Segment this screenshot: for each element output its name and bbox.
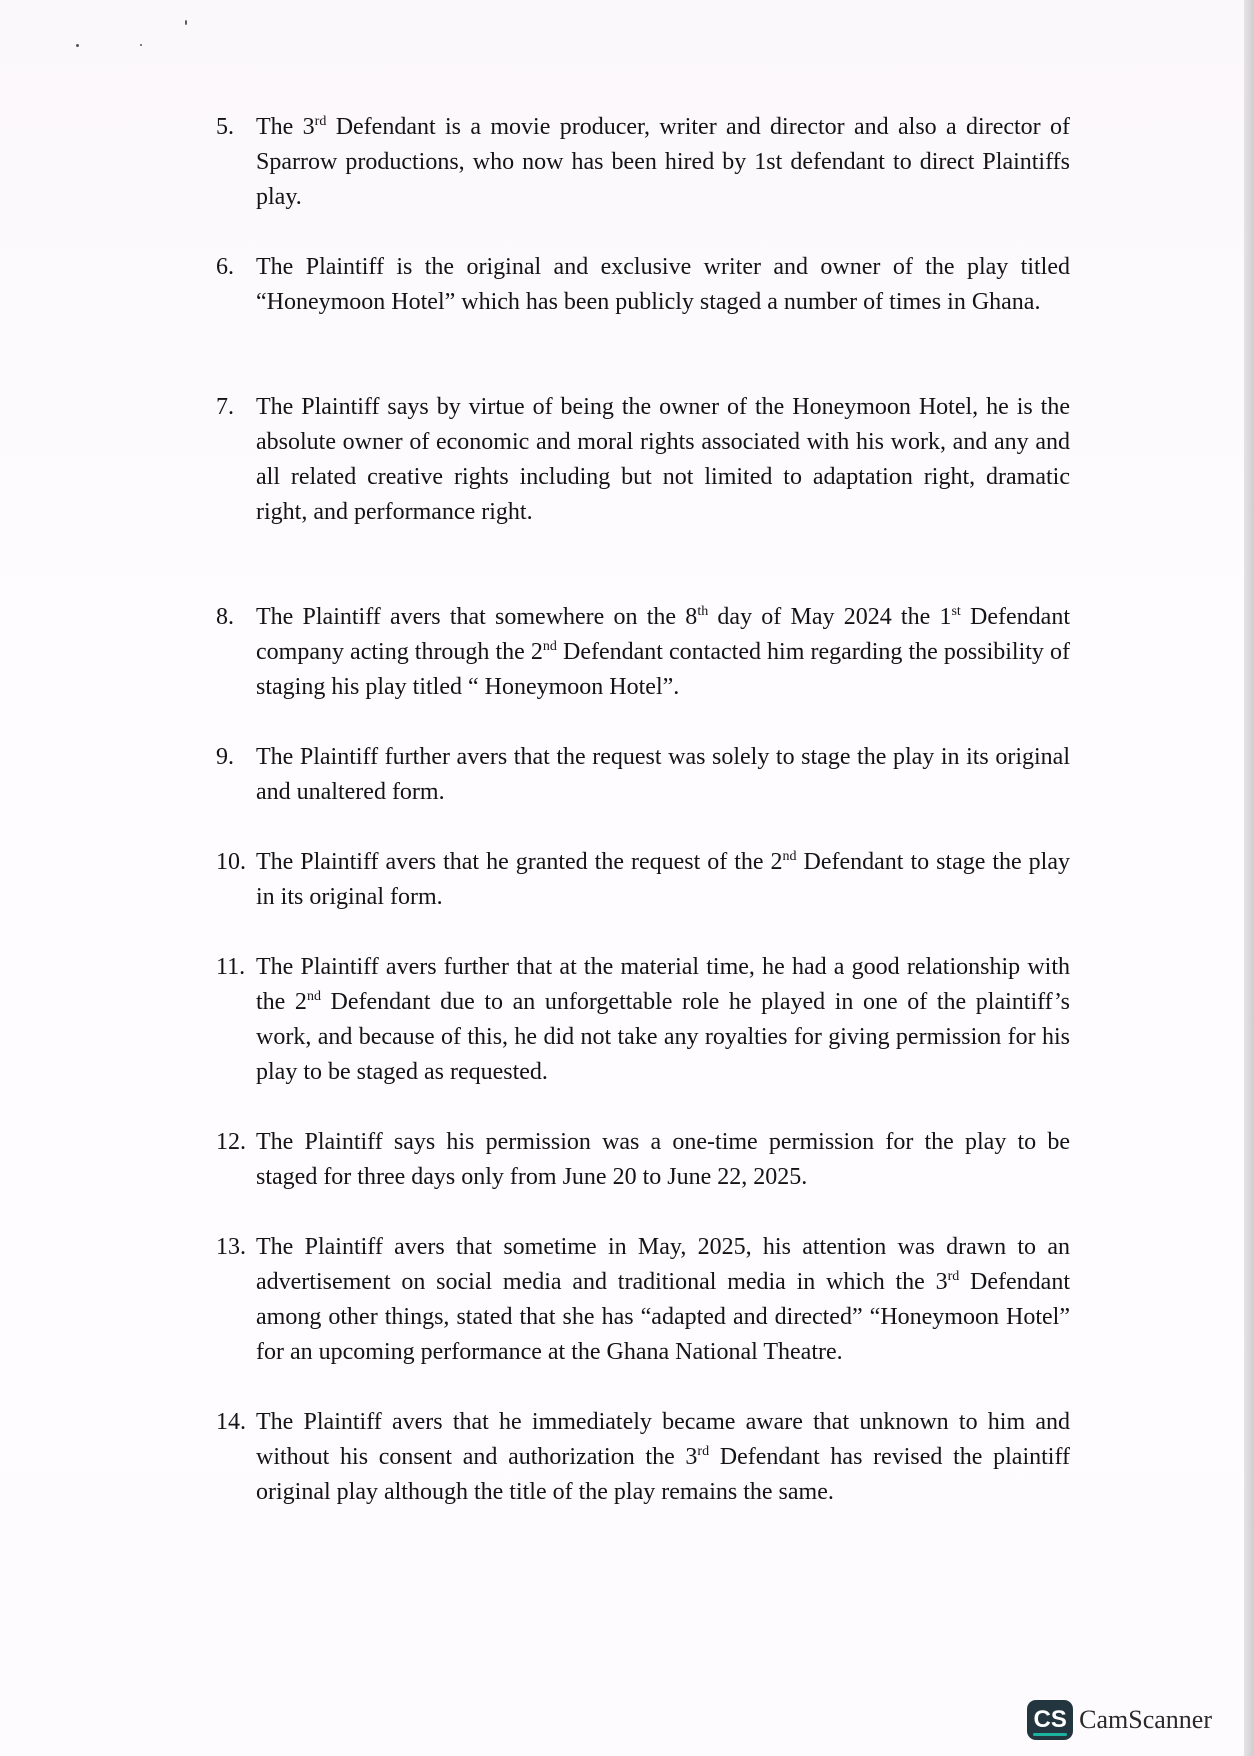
paragraph-12 [216,1125,1070,1195]
paragraph-text: The 3rd Defendant is a movie producer, writer and director and also a director of Sparrow productions, who now has been hired by 1st defendant to direct Plaintiffs play. [256,114,1071,210]
paragraph-10 [216,845,1070,915]
paragraph-number: 12. [216,1129,246,1155]
camscanner-logo-icon [1027,1700,1073,1740]
paragraph-number: 7. [216,394,234,420]
paragraph-text: The Plaintiff avers further that at the material time, he had a good relationship with the 2nd Defendant due to an unforgettable role he played in one of the plaintiff’s work, and because of this, he did not take any royalties for giving permission for his play to be staged as requested. [256,954,1070,1085]
paragraph-text: The Plaintiff avers that sometime in May, 2025, his attention was drawn to an advertisement on social media and traditional media in which the 3rd Defendant among other things, stated that she has “adapted and directed” “Honeymoon Hotel” for an upcoming performance at the Ghana National Theatre. [256,1234,1070,1365]
paragraph-6 [216,250,1070,320]
paragraph-14 [216,1405,1070,1510]
paragraph-text: The Plaintiff avers that somewhere on the 8th day of May 2024 the 1st Defendant company acting through the 2nd Defendant contacted him regarding the possibility of staging his play titled “ Honeymoon Hotel”. [256,604,1070,700]
paragraph-number: 14. [216,1409,246,1435]
paragraph-number: 13. [216,1234,246,1260]
scan-speck [76,44,79,47]
paragraph-number: 6. [216,254,234,280]
paragraph-7 [216,390,1070,530]
paragraph-number: 11. [216,954,246,980]
paragraph-13 [216,1230,1070,1370]
paragraph-text: The Plaintiff says by virtue of being the owner of the Honeymoon Hotel, he is the absolute owner of economic and moral rights associated with his work, and any and all related creative rights including but not limited to adaptation right, dramatic right, and performance right. [256,394,1070,525]
paragraph-text: The Plaintiff is the original and exclusive writer and owner of the play titled “Honeymoon Hotel” which has been publicly staged a number of times in Ghana. [256,254,1070,315]
paragraph-11 [216,950,1070,1090]
paragraph-5 [216,110,1070,215]
paragraph-text: The Plaintiff avers that he granted the request of the 2nd Defendant to stage the play in its original form. [256,849,1071,910]
scan-speck [185,20,187,25]
paragraph-number: 5. [216,114,234,140]
paragraph-9 [216,740,1070,810]
camscanner-brand-text: CamScanner [1079,1705,1212,1734]
paragraph-text: The Plaintiff says his permission was a one-time permission for the play to be staged for three days only from June 20 to June 22, 2025. [256,1129,1070,1190]
camscanner-watermark [1027,1700,1212,1740]
paragraph-number: 10. [216,849,246,875]
paragraph-text: The Plaintiff further avers that the request was solely to stage the play in its original and unaltered form. [256,744,1070,805]
paragraph-8 [216,600,1070,705]
camscanner-logo-label: CS [1033,1706,1067,1733]
page-edge-shadow [1244,0,1254,1756]
scan-speck [140,44,142,46]
paragraph-text: The Plaintiff avers that he immediately became aware that unknown to him and without his consent and authorization the 3rd Defendant has revised the plaintiff original play although the title of the play remains the same. [256,1409,1071,1505]
paragraph-number: 8. [216,604,234,630]
paragraph-number: 9. [216,744,234,770]
